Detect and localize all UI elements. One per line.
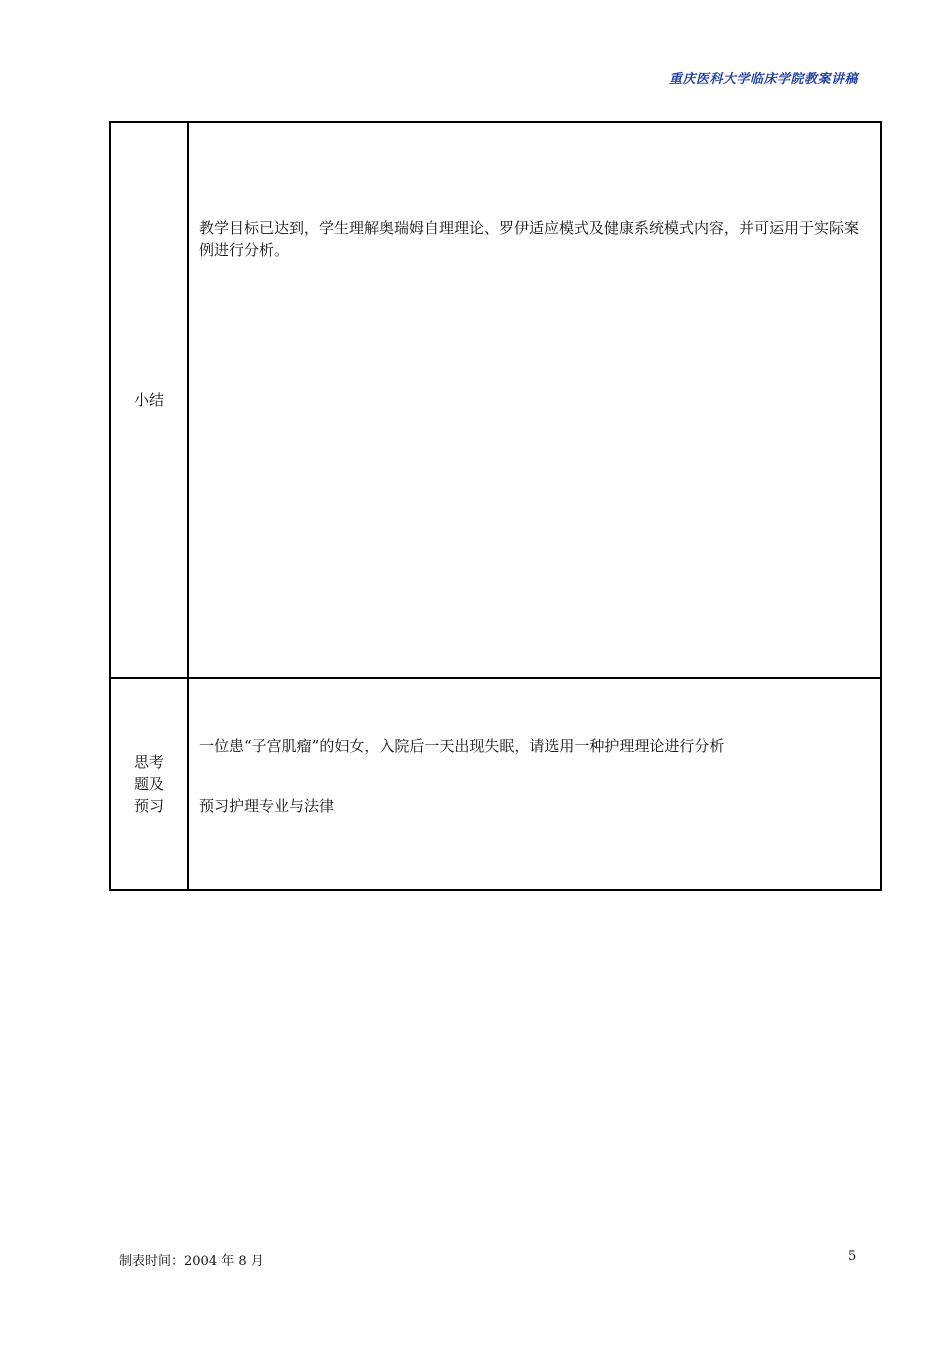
review-preview: 预习护理专业与法律 [199, 797, 335, 815]
summary-content-cell [188, 122, 881, 678]
review-label-line: 题及 [133, 775, 164, 793]
review-label-line: 预习 [133, 797, 164, 815]
summary-label: 小结 [110, 122, 188, 678]
footer-made-time: 制表时间：2004 年 8 月 [119, 1254, 264, 1269]
review-row [110, 678, 881, 890]
summary-row [110, 122, 881, 678]
document-header-title: 重庆医科大学临床学院教案讲稿 [668, 72, 858, 87]
page-number: 5 [848, 1249, 857, 1264]
review-label [110, 678, 188, 890]
lesson-plan-table [109, 121, 882, 891]
review-label-line: 思考 [133, 753, 164, 771]
summary-text: 教学目标已达到，学生理解奥瑞姆自理理论、罗伊适应模式及健康系统模式内容，并可运用于实际案例进行分析。 [199, 219, 860, 259]
review-content-cell [188, 678, 881, 890]
review-question: 一位患“子宫肌瘤”的妇女，入院后一天出现失眠，请选用一种护理理论进行分析 [199, 737, 725, 755]
